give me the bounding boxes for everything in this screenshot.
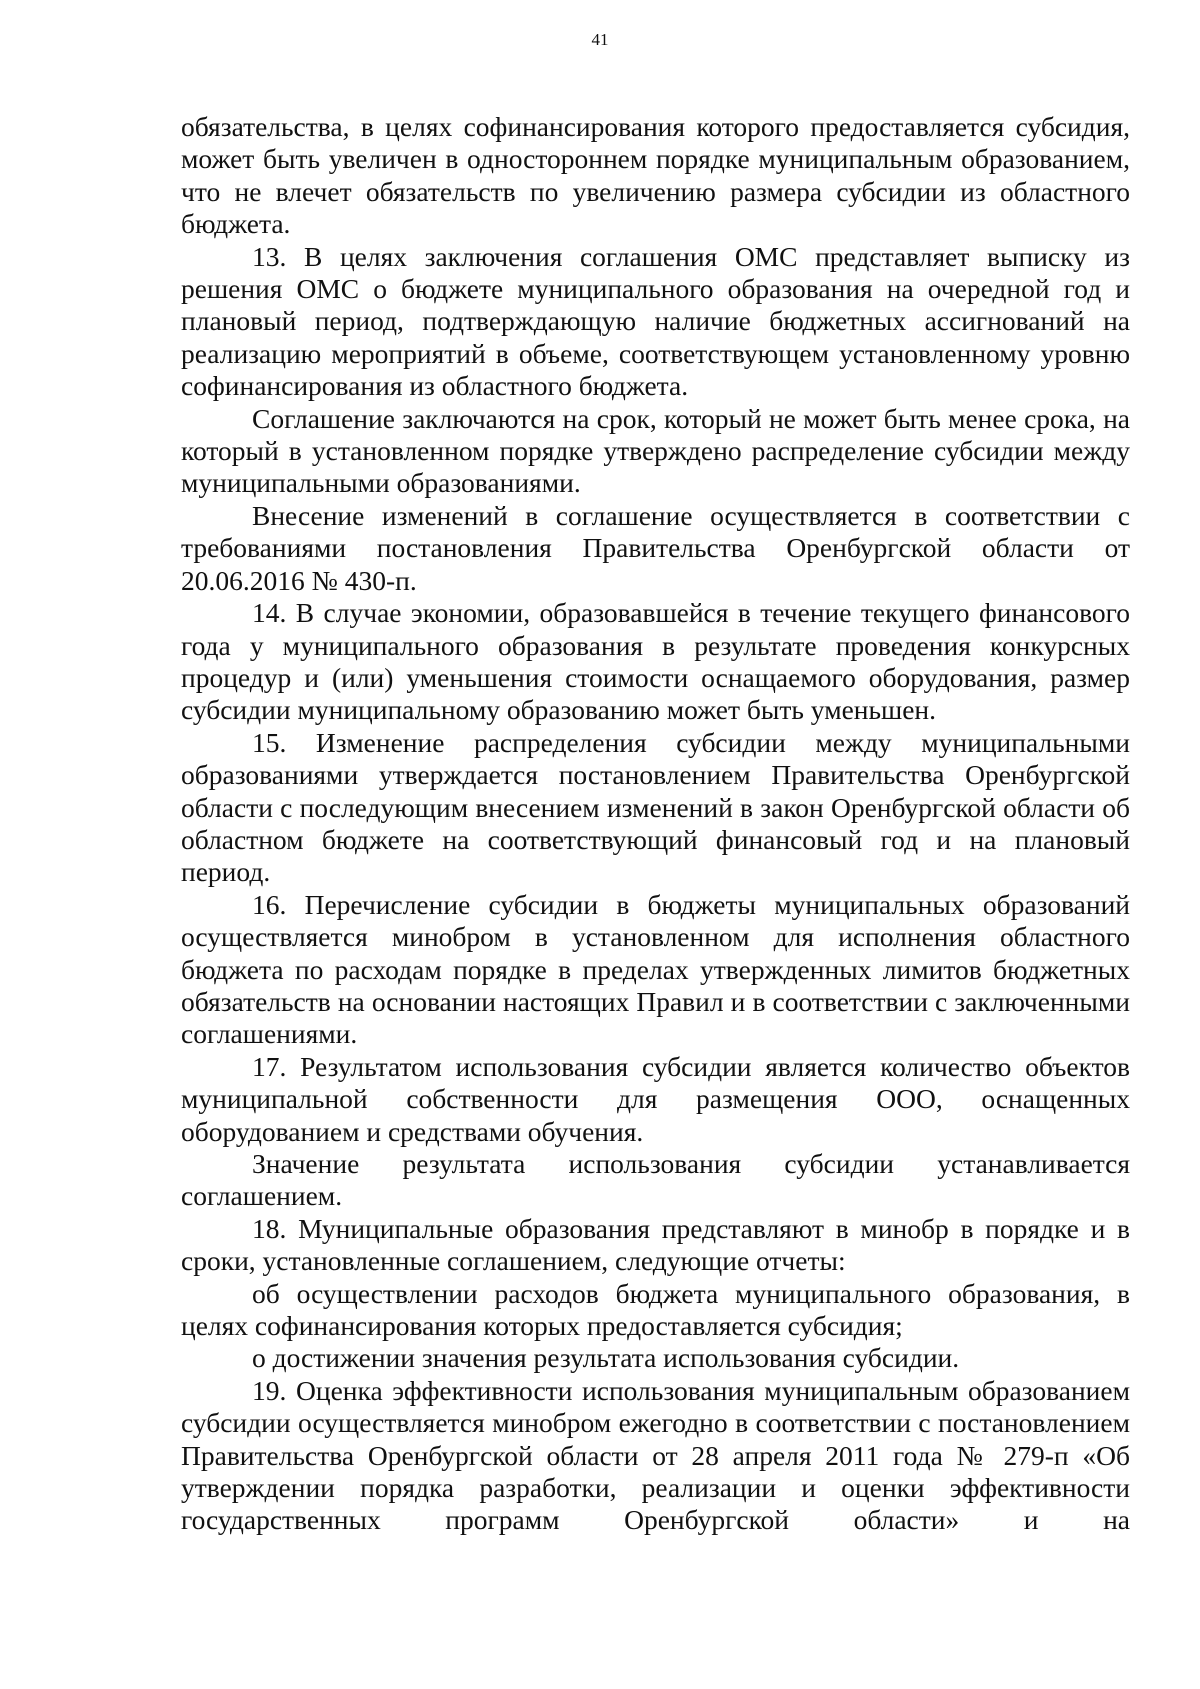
- paragraph: об осуществлении расходов бюджета муниципального образования, в целях софинансирования которых предоставляется субсидия;: [181, 1277, 1130, 1342]
- paragraph: Значение результата использования субсидии устанавливается соглашением.: [181, 1148, 1130, 1212]
- paragraph: 13. В целях заключения соглашения ОМС представляет выписку из решения ОМС о бюджете муниципального образования на очередной год и плановый период, подтверждающую наличие бюджетных ассигнований на реализацию мероприятий в объеме, соответствующем установленному уровню софинансирования из областного бюджета.: [181, 240, 1130, 402]
- paragraph: Внесение изменений в соглашение осуществляется в соответствии с требованиями постановления Правительства Оренбургской области от 20.06.2016 № 430-п.: [181, 499, 1130, 596]
- paragraph: 16. Перечисление субсидии в бюджеты муниципальных образований осуществляется минобром в установленном для исполнения областного бюджета по расходам порядке в пределах утвержденных лимитов бюджетных обязательств на основании настоящих Правил и в соответствии с заключенными соглашениями.: [181, 888, 1130, 1050]
- paragraph: 15. Изменение распределения субсидии между муниципальными образованиями утверждается постановлением Правительства Оренбургской области с последующим внесением изменений в закон Оренбургской области об областном бюджете на соответствующий финансовый год и на плановый период.: [181, 726, 1130, 888]
- page-number: 41: [591, 30, 609, 49]
- paragraph: Соглашение заключаются на срок, который не может быть менее срока, на который в установленном порядке утверждено распределение субсидии между муниципальными образованиями.: [181, 402, 1130, 499]
- paragraph: о достижении значения результата использования субсидии.: [252, 1342, 960, 1374]
- paragraph: 19. Оценка эффективности использования муниципальным образованием субсидии осуществляется минобром ежегодно в соответствии с постановлением Правительства Оренбургской области от 28 апреля 2011 года № 279-п «Об утверждении порядка разработки, реализации и оценки эффективности государственных программ Оренбургской области» и на: [181, 1374, 1130, 1536]
- paragraph: 17. Результатом использования субсидии является количество объектов муниципальной собственности для размещения ООО, оснащенных оборудованием и средствами обучения.: [181, 1050, 1130, 1147]
- paragraph: обязательства, в целях софинансирования которого предоставляется субсидия, может быть увеличен в одностороннем порядке муниципальным образованием, что не влечет обязательств по увеличению размера субсидии из областного бюджета.: [181, 111, 1130, 240]
- paragraph: 14. В случае экономии, образовавшейся в течение текущего финансового года у муниципального образования в результате проведения конкурсных процедур и (или) уменьшения стоимости оснащаемого оборудования, размер субсидии муниципальному образованию может быть уменьшен.: [181, 597, 1130, 726]
- paragraph: 18. Муниципальные образования представляют в минобр в порядке и в сроки, установленные соглашением, следующие отчеты:: [181, 1212, 1130, 1277]
- document-body: [181, 111, 1130, 1537]
